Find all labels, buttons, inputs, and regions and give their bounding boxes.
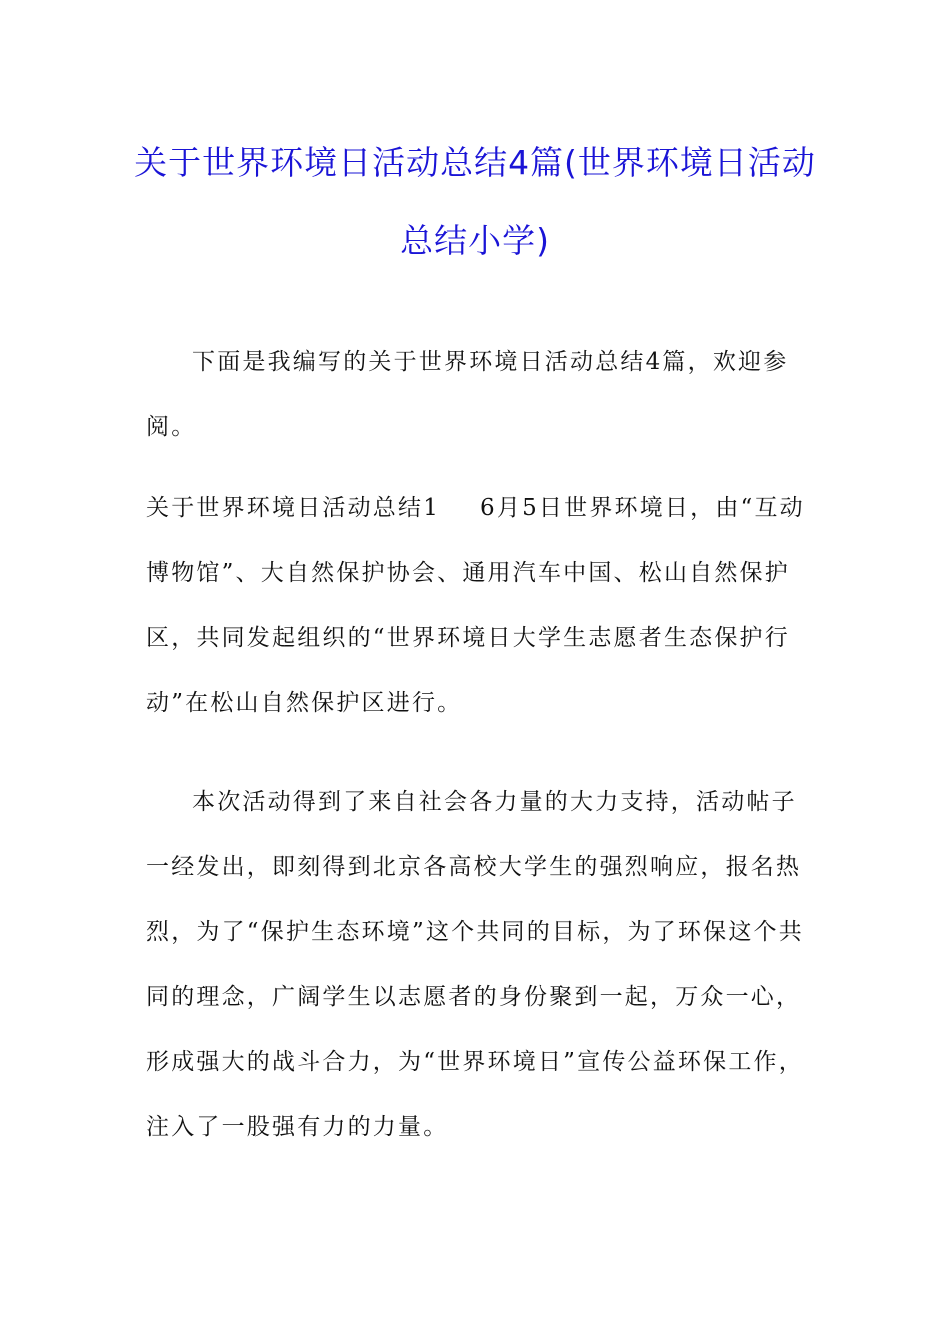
document-title: 关于世界环境日活动总结4篇(世界环境日活动总结小学) (134, 143, 816, 260)
section-1-paragraph (146, 476, 812, 736)
section-1-text: 6月5日世界环境日，由“互动博物馆”、大自然保护协会、通用汽车中国、松山自然保护区，共同发起组织的“世界环境日大学生志愿者生态保护行动”在松山自然保护区进行。 (146, 495, 805, 716)
section-1-heading: 关于世界环境日活动总结1 (146, 495, 441, 521)
paragraph-2: 本次活动得到了来自社会各力量的大力支持，活动帖子一经发出，即刻得到北京各高校大学生的强烈响应，报名热烈，为了“保护生态环境”这个共同的目标，为了环保这个共同的理念，广阔学生以志愿者的身份聚到一起，万众一心，形成强大的战斗合力，为“世界环境日”宣传公益环保工作，注入了一股强有力的力量。 (146, 789, 804, 1140)
intro-paragraph: 下面是我编写的关于世界环境日活动总结4篇，欢迎参阅。 (146, 349, 789, 440)
